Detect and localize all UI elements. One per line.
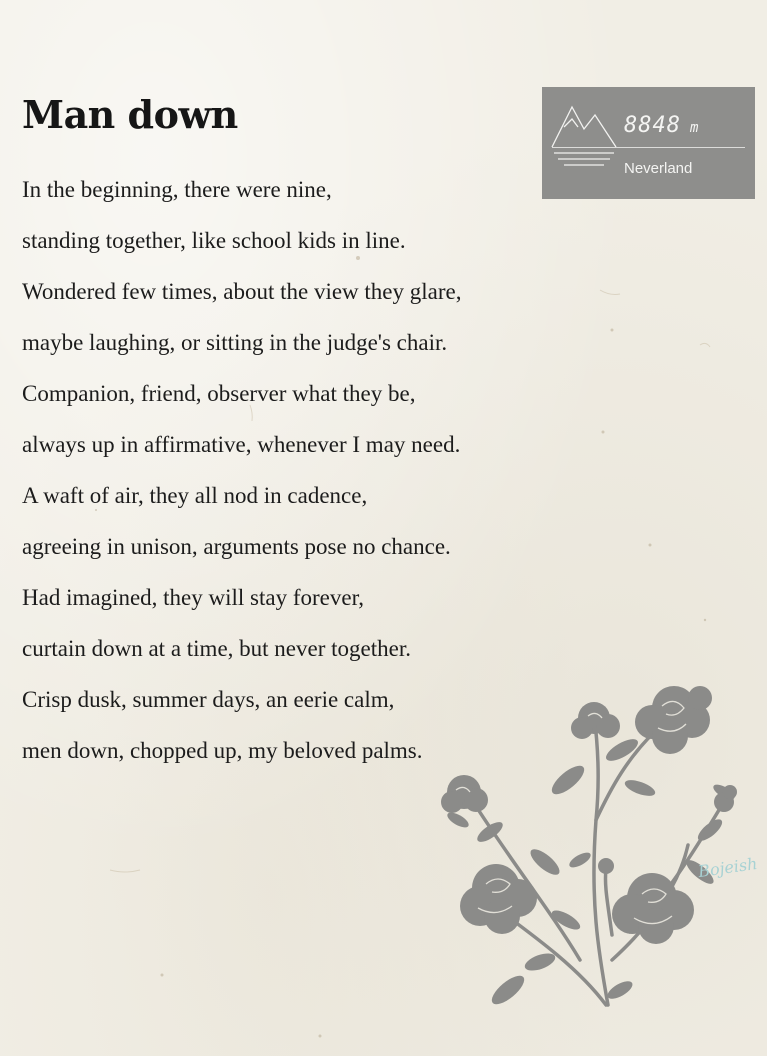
poem-line: Crisp dusk, summer days, an eerie calm, <box>22 687 395 712</box>
altitude-value: 8848 <box>624 113 681 138</box>
poem-line: agreeing in unison, arguments pose no chance. <box>22 534 451 559</box>
poem-line: A waft of air, they all nod in cadence, <box>22 483 368 508</box>
poem-line: standing together, like school kids in line. <box>22 228 406 253</box>
poem-line: Wondered few times, about the view they glare, <box>22 279 462 304</box>
poem-line: always up in affirmative, whenever I may need. <box>22 432 461 457</box>
poem-title: Man down <box>22 92 238 137</box>
location-label: Neverland <box>624 160 693 177</box>
poem-line: maybe laughing, or sitting in the judge's chair. <box>22 330 448 355</box>
artist-signature: Bojeish <box>696 853 759 882</box>
poem-line: In the beginning, there were nine, <box>22 177 332 202</box>
poem-line: men down, chopped up, my beloved palms. <box>22 738 423 763</box>
altitude-unit: m <box>690 120 699 136</box>
mountain-icon <box>550 101 618 171</box>
poem-line: curtain down at a time, but never together. <box>22 636 411 661</box>
poem-line: Companion, friend, observer what they be, <box>22 381 416 406</box>
altitude-widget <box>542 87 755 199</box>
poem-line: Had imagined, they will stay forever, <box>22 585 365 610</box>
rose-illustration <box>430 670 760 1030</box>
altitude-divider <box>552 147 745 148</box>
